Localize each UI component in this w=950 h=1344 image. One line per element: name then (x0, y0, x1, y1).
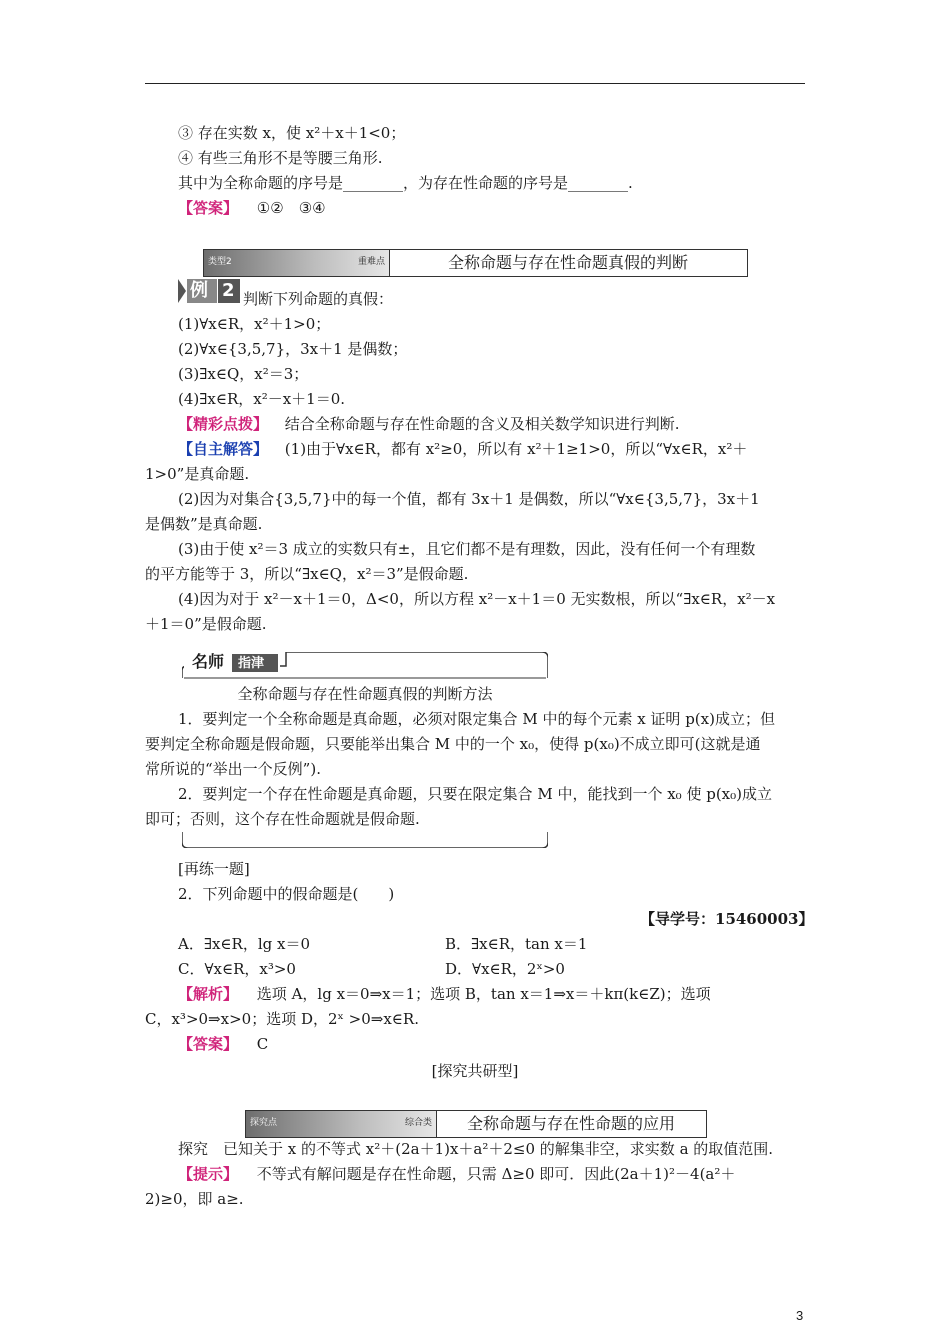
page-number: 3 (796, 1308, 804, 1323)
analysis-tag: 【解析】 (178, 985, 239, 1003)
solve-line-3: (2)因为对集合{3,5,7}中的每一个值，都有 3x＋1 是偶数，所以“∀x∈{3,5,7}，3x＋1 (178, 490, 760, 508)
answer-tag: 【答案】 (178, 199, 239, 217)
line-item-3: ③ 存在实数 x，使 x²＋x＋1<0； (178, 124, 406, 142)
solve-line-8: ＋1＝0”是假命题. (145, 615, 267, 633)
solve-line-2: 1>0”是真命题. (145, 465, 250, 483)
practice-question: 2．下列命题中的假命题是( ) (178, 885, 395, 903)
header-rule (145, 83, 805, 84)
section-banner-2 (245, 1110, 707, 1138)
section-title-1: 全称命题与存在性命题真假的判断 (447, 253, 688, 272)
answer-text-2: C (256, 1035, 269, 1053)
type-label-2: 探究点 (250, 1118, 278, 1128)
example-icon-label: 例 (190, 280, 208, 301)
example-icon-number: 2 (222, 280, 235, 301)
guide-number: 【导学号：15460003】 (640, 910, 814, 928)
solve-line-1: (1)由于∀x∈R，都有 x²≥0，所以有 x²＋1≥1>0，所以“∀x∈R，x²＋ (284, 440, 748, 458)
example-item-1: (1)∀x∈R，x²＋1>0； (178, 315, 331, 333)
teacher-line-4: 2．要判定一个存在性命题是真命题，只要在限定集合 M 中，能找到一个 x₀ 使 p(x₀)成立 (178, 785, 772, 803)
example-item-4: (4)∃x∈R，x²－x＋1＝0. (178, 390, 346, 408)
analysis-row-1 (178, 983, 711, 1005)
example-item-2: (2)∀x∈{3,5,7}，3x＋1 是偶数； (178, 340, 408, 358)
option-a: A．∃x∈R，lg x＝0 (178, 935, 310, 953)
solve-line-4: 是偶数”是真命题. (145, 515, 263, 533)
solve-tag: 【自主解答】 (178, 440, 269, 458)
hint-row (178, 413, 680, 435)
analysis-line-2: C，x³>0⇒x>0；选项 D，2ˣ >0⇒x∈R. (145, 1010, 419, 1028)
explore-question: 探究 已知关于 x 的不等式 x²＋(2a＋1)x＋a²＋2≤0 的解集非空，求实数 a 的取值范围. (178, 1140, 774, 1158)
solve-line-6: 的平方能等于 3，所以“∃x∈Q，x²＝3”是假命题. (145, 565, 469, 583)
analysis-line-1: 选项 A，lg x＝0⇒x＝1；选项 B，tan x＝1⇒x＝＋kπ(k∈Z)；选项 (256, 985, 711, 1003)
answer-row-2 (178, 1033, 268, 1055)
answer-tag-2: 【答案】 (178, 1035, 239, 1053)
solve-row-1 (178, 438, 747, 460)
option-c: C．∀x∈R，x³>0 (178, 960, 296, 978)
section-banner-1 (203, 249, 748, 277)
tip-row-1 (178, 1163, 735, 1185)
type-label: 类型2 (208, 257, 232, 267)
difficulty-label-2: 综合类 (404, 1118, 432, 1128)
teacher-line-5: 即可；否则，这个存在性命题就是假命题. (145, 810, 420, 828)
banner-type-strip (204, 250, 390, 276)
teacher-badge-2: 指津 (238, 656, 265, 671)
tip-line-1: 不等式有解问题是存在性命题，只需 Δ≥0 即可．因此(2a＋1)²－4(a²＋ (256, 1165, 736, 1183)
question-line: 其中为全称命题的序号是________，为存在性命题的序号是________. (178, 174, 633, 192)
banner-type-strip-2 (246, 1111, 437, 1137)
practice-header: [再练一题] (178, 860, 250, 878)
example-item-3: (3)∃x∈Q，x²＝3； (178, 365, 309, 383)
teacher-title: 全称命题与存在性命题真假的判断方法 (237, 685, 493, 703)
tip-tag: 【提示】 (178, 1165, 239, 1183)
answer-row-1 (178, 197, 326, 219)
hint-tag: 【精彩点拨】 (178, 415, 269, 433)
section-title-2: 全称命题与存在性命题的应用 (466, 1114, 675, 1133)
teacher-badge-1: 名师 (192, 652, 225, 671)
difficulty-label: 重难点 (357, 257, 385, 267)
teacher-line-2: 要判定全称命题是假命题，只要能举出集合 M 中的一个 x₀，使得 p(x₀)不成立即可(这就是通 (145, 735, 761, 753)
example-prompt: 判断下列命题的真假： (243, 290, 394, 308)
teacher-line-1: 1．要判定一个全称命题是真命题，必须对限定集合 M 中的每个元素 x 证明 p(x)成立；但 (178, 710, 775, 728)
answer-text: ①② ③④ (256, 199, 326, 217)
line-item-4: ④ 有些三角形不是等腰三角形. (178, 149, 383, 167)
option-b: B．∃x∈R，tan x＝1 (445, 935, 588, 953)
explore-header: [探究共研型] (431, 1062, 519, 1080)
teacher-line-3: 常所说的“举出一个反例”). (145, 760, 321, 778)
solve-line-5: (3)由于使 x²＝3 成立的实数只有±，且它们都不是有理数，因此，没有任何一个有理数 (178, 540, 756, 558)
hint-text: 结合全称命题与存在性命题的含义及相关数学知识进行判断. (284, 415, 680, 433)
solve-line-7: (4)因为对于 x²－x＋1＝0，Δ<0，所以方程 x²－x＋1＝0 无实数根，所以“∃x∈R，x²－x (178, 590, 776, 608)
tip-line-2: 2)≥0，即 a≥. (145, 1190, 244, 1208)
option-d: D．∀x∈R，2ˣ>0 (445, 960, 565, 978)
